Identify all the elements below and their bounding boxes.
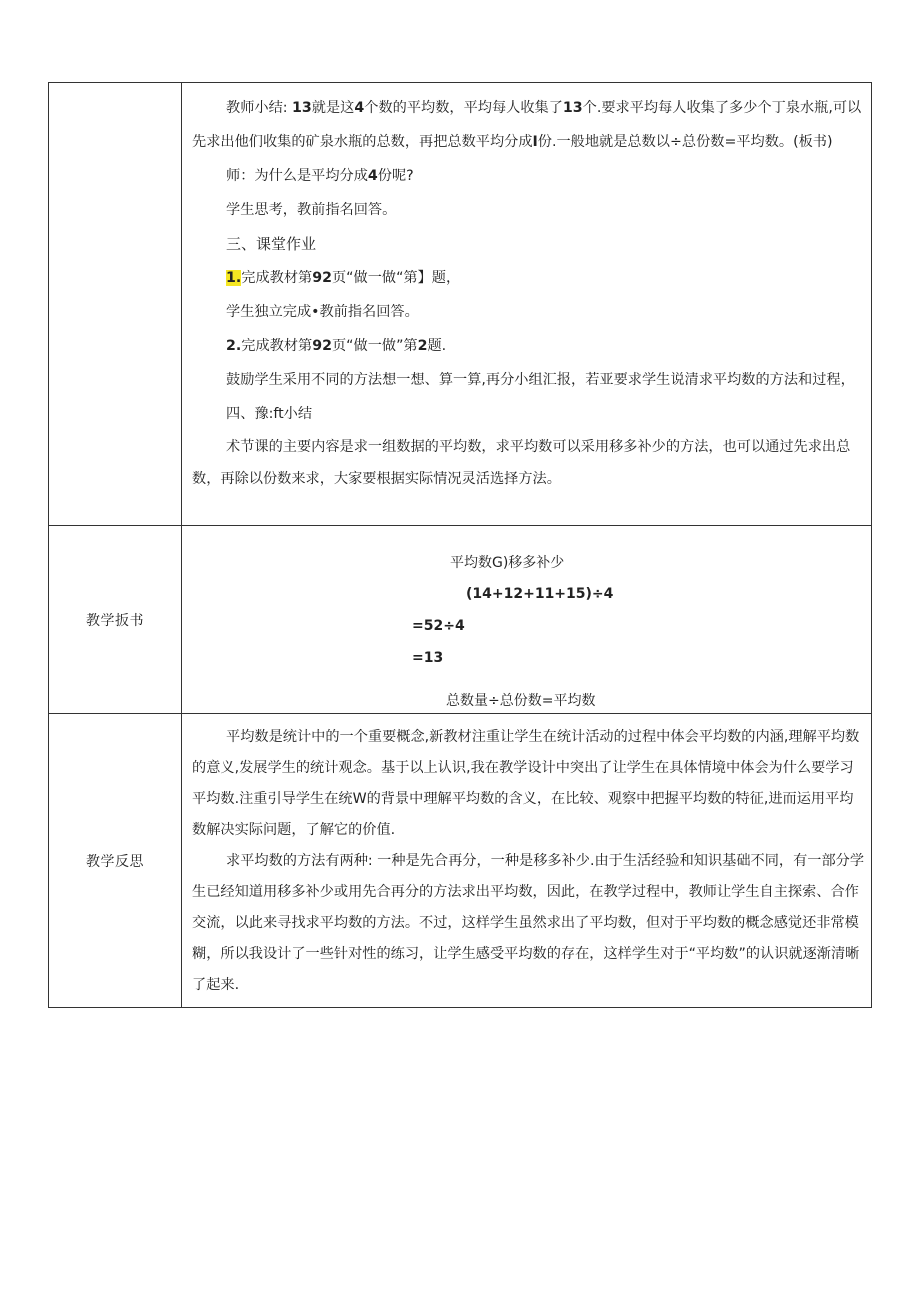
teacher-tail: 份.一般地就是总数以÷总份数=平均数。(板书) [537,134,833,150]
board-line-4: =13 [412,650,444,666]
reflection-content-cell [182,714,872,1008]
homework-1-page: 92 [312,270,332,286]
reflection-para-2: 求平均数的方法有两种: 一种是先合再分，一种是移多补少.由于生活经验和知识基础不同，有一部分学生已经知道用移多补少或用先合再分的方法求出平均数，因此，在教学过程中，教师让学生自主探索、合作交流，以此来寻找求平均数的方法。不过，这样学生虽然求出了平均数，但对于平均数的概念感觉还非常模糊，所以我设计了一些针对性的练习，让学生感受平均数的存在，这样学生对于“平均数”的认识就逐渐清晰了起来. [192,853,865,993]
encourage-text: 鼓励学生采用不同的方法想一想、算一算,再分小组汇报，若亚要求学生说清求平均数的方法和过程， [226,372,855,388]
board-content-cell [182,526,872,714]
teacher-summary [192,91,867,159]
board-line-2: (14+12+11+15)÷4 [466,586,614,602]
homework-1-answer: 学生独立完成•教前指名回答。 [226,304,419,320]
conclusion-text: 术节课的主要内容是求一组数据的平均数，求平均数可以采用移多补少的方法，也可以通过先求出总数，再除以份数来求，大家要根据实际情况灵活选择方法。 [192,439,851,487]
homework-item-1 [192,261,867,295]
question-tail: 份呢? [377,168,414,184]
board-line-5: 总数量÷总份数=平均数 [446,693,596,709]
homework-2-text: 完成教材第 [241,338,313,354]
summary-row [49,83,872,526]
section-heading-summary: 四、豫:ft小结 [226,406,313,422]
question-text: 师：为什么是平均分成 [226,168,368,184]
teacher-question [192,159,867,193]
homework-2-number: 2. [226,338,242,354]
teacher-num4: I [532,134,538,150]
summary-label-cell [49,83,182,526]
homework-1-text: 完成教材第 [241,270,313,286]
board-line-1: 平均数G)移多补少 [450,555,565,571]
section-heading-homework: 三、课堂作业 [226,235,317,253]
homework-item-2 [192,329,867,363]
student-think: 学生思考，教前指名回答。 [226,202,397,218]
board-row [49,526,872,714]
reflection-para-1: 平均数是统计中的一个重要概念,新教材注重让学生在统计活动的过程中体会平均数的内涵,理解平均数的意义,发展学生的统计观念。基于以上认识,我在教学设计中突出了让学生在具体情境中体会为什么要学习平均数.注重引导学生在统W的背景中理解平均数的含义，在比较、观察中把握平均数的特征,进而运用平均数解决实际问题，了解它的价值. [192,729,860,838]
homework-1-tail: 页“做一做“第】题， [331,270,461,286]
teacher-num1: 13 [292,100,312,116]
teacher-mid2: 个数的平均数，平均每人收集了 [364,100,563,116]
teacher-num3: 13 [562,100,583,116]
homework-2-end: 题. [427,338,447,354]
teacher-label: 教师小结: [226,100,293,116]
teacher-num2: 4 [354,100,365,116]
summary-content-cell [182,83,872,526]
homework-2-tail: 页“做一做”第 [331,338,418,354]
board-line-3: =52÷4 [412,618,465,634]
homework-2-page: 92 [312,338,332,354]
homework-2-question: 2 [417,338,428,354]
lesson-plan-table [48,82,872,1008]
reflection-row [49,714,872,1008]
homework-1-number: 1. [226,270,242,286]
teacher-rest: 个.要求平均每人收集了多少个丁泉水瓶,可以先求出他们收集的矿泉水瓶的总数，再把总数平均分成 [192,100,862,150]
board-label: 教学扳书 [49,526,182,714]
teacher-mid1: 就是这 [311,100,355,116]
board-area [182,526,871,712]
question-num: 4 [367,168,378,184]
reflection-label: 教学反思 [49,714,182,1008]
